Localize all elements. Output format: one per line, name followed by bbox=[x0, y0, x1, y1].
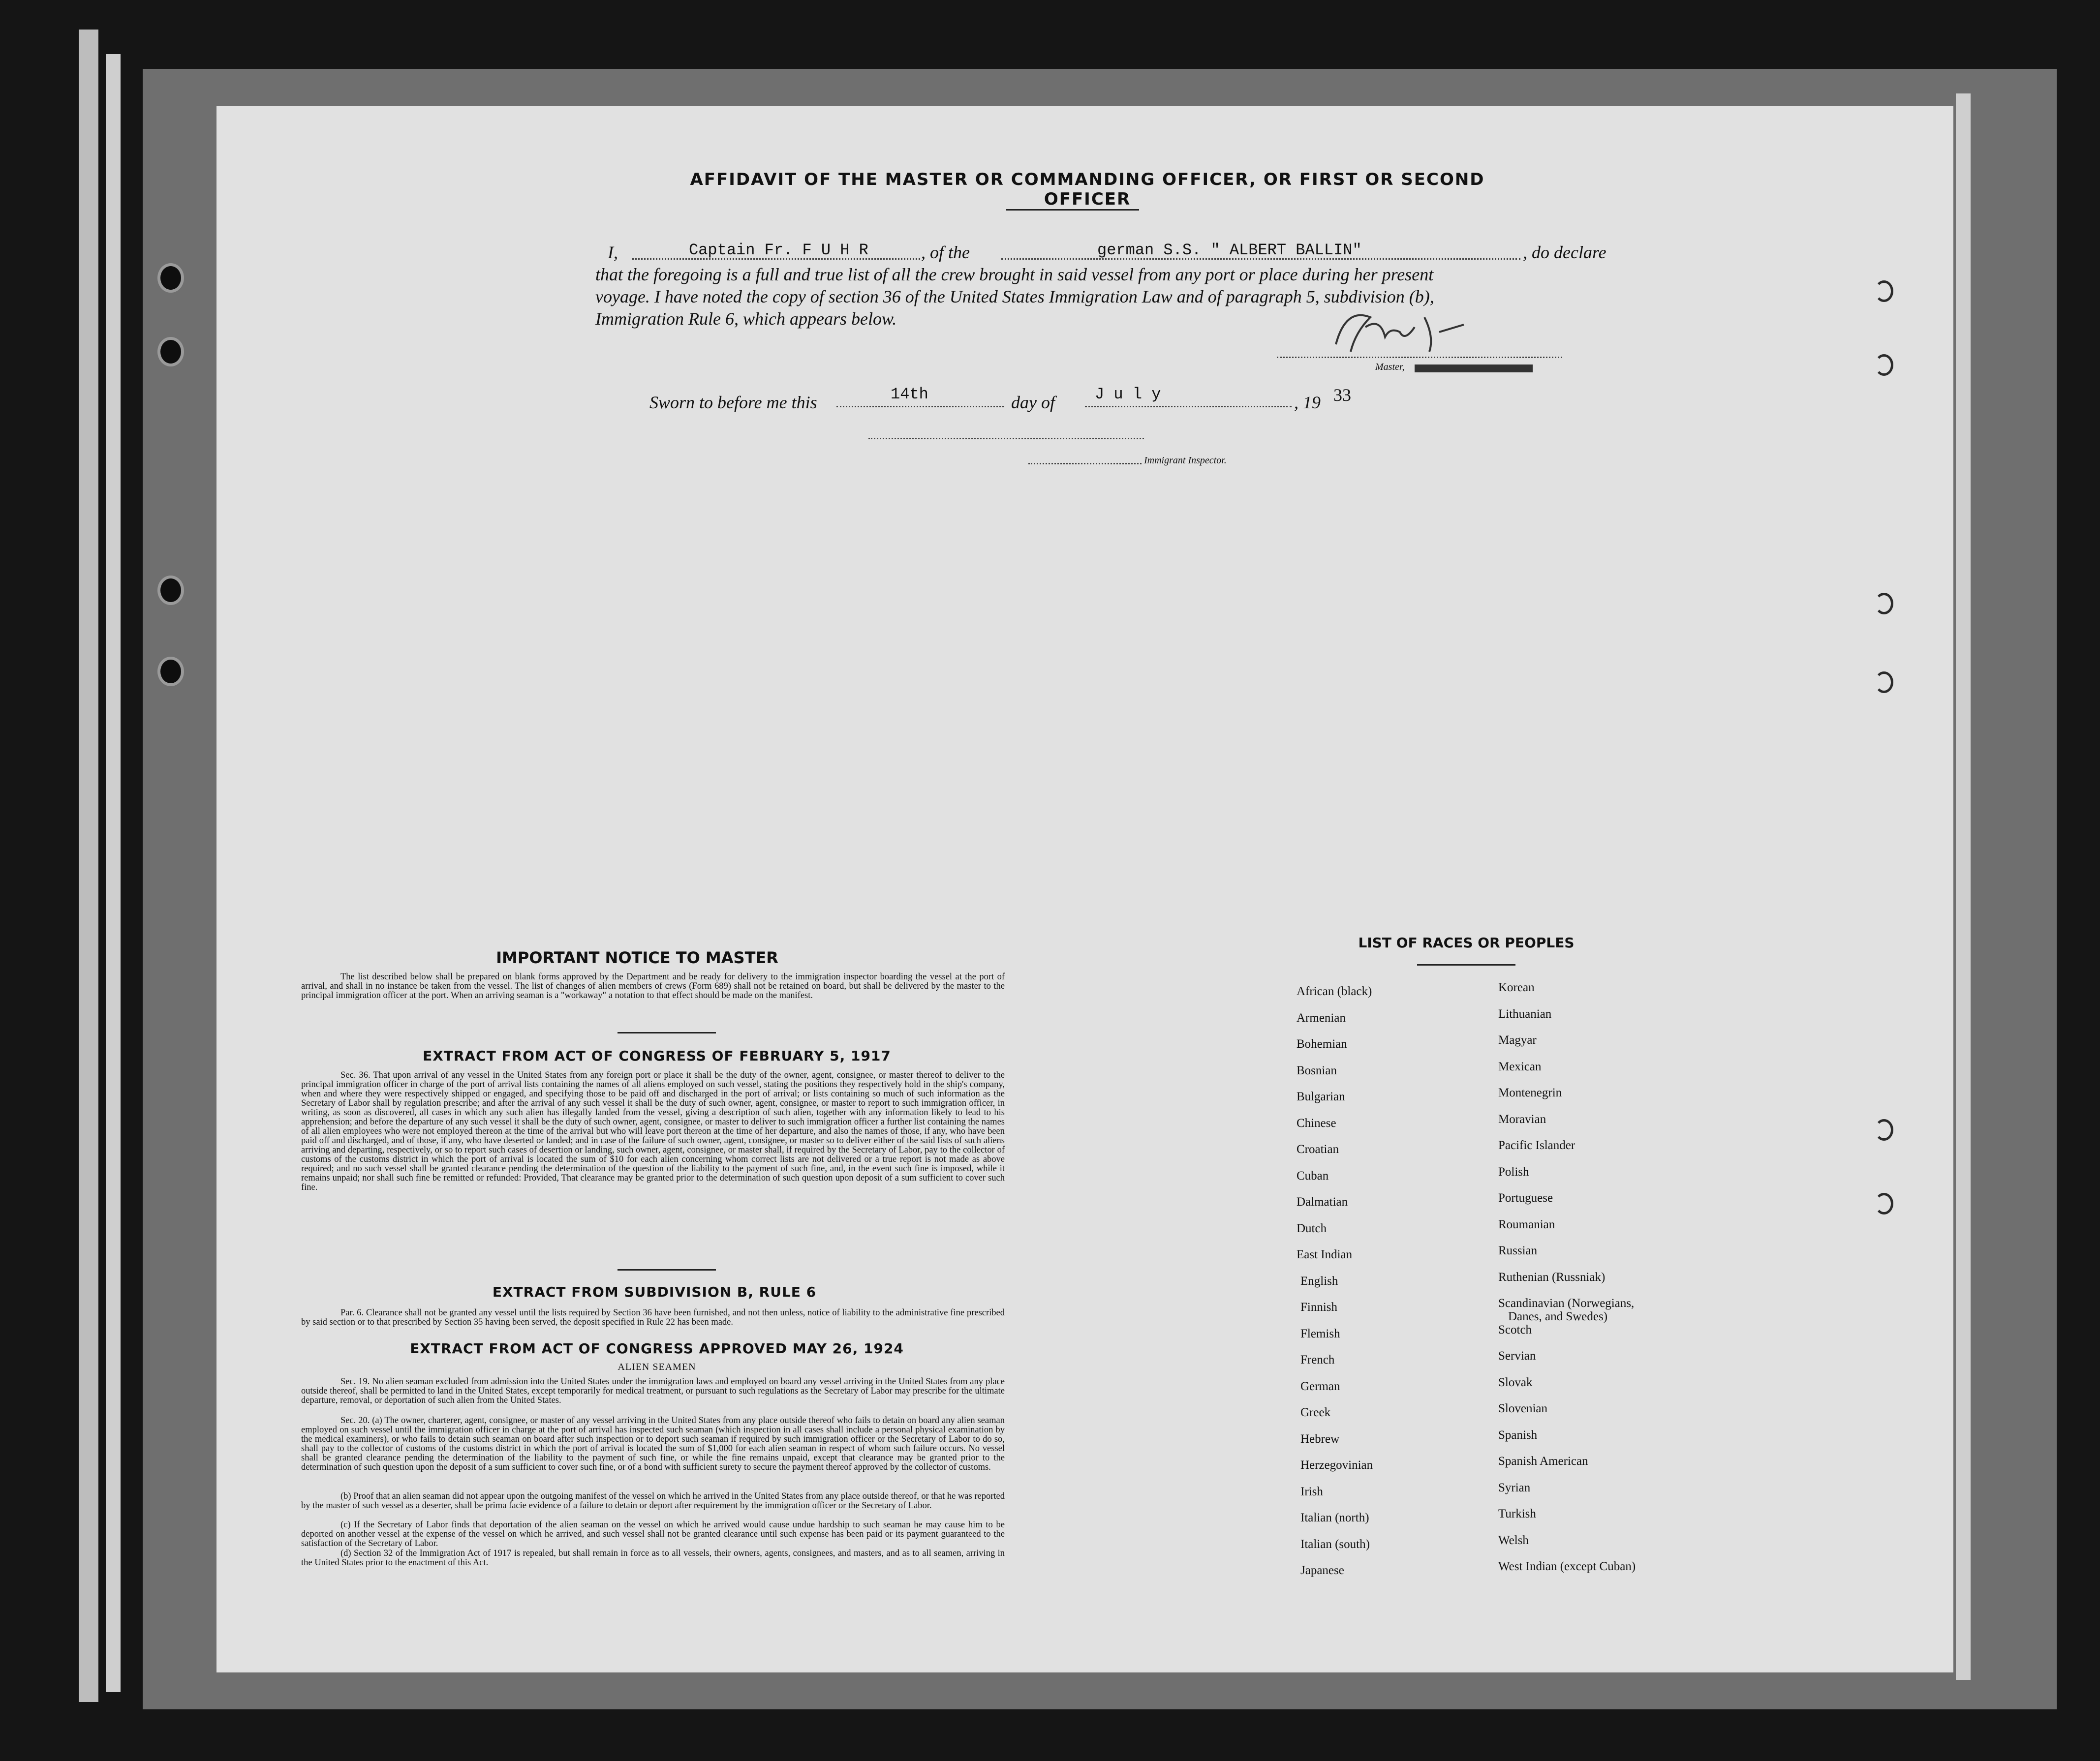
binder-hole bbox=[157, 337, 184, 366]
sec-19-text: Sec. 19. No alien seaman excluded from admission into the United States under the immigration laws and employed on board any vessel arriving in the United States from any place outside thereof, shall be permitted to land in the United States, except temporarily for medical treatment, or pursuant to such regulations as the Secretary of Labor may prescribe for the ultimate departure, removal, or deportation of such alien from the United States. bbox=[301, 1377, 1005, 1405]
inspector-line-2 bbox=[1028, 463, 1142, 464]
page-stack-edge bbox=[1956, 93, 1971, 1680]
inspector-label: Immigrant Inspector. bbox=[1144, 455, 1227, 466]
race-item: Bohemian bbox=[1297, 1037, 1347, 1051]
race-item: Servian bbox=[1498, 1349, 1536, 1363]
page-stack-edge bbox=[106, 54, 121, 1692]
race-item: Greek bbox=[1300, 1406, 1331, 1419]
affidavit-i: I, bbox=[608, 243, 618, 262]
race-item: Ruthenian (Russniak) bbox=[1498, 1270, 1606, 1284]
sec-20b-text: (b) Proof that an alien seaman did not appear upon the outgoing manifest of the vessel on which he arrived in the United States from any place outside thereof, or that he was reported by the master of such vessel as a deserter, shall be prima facie evidence of a failure to detain or deport after requirement by the immigration officer or the Secretary of Labor. bbox=[301, 1491, 1005, 1511]
race-item: Syrian bbox=[1498, 1481, 1531, 1494]
races-divider bbox=[1417, 964, 1515, 966]
race-item: Dutch bbox=[1297, 1221, 1327, 1235]
race-item: Flemish bbox=[1300, 1327, 1340, 1340]
struck-title bbox=[1415, 364, 1533, 372]
affidavit-line-4: Immigration Rule 6, which appears below. bbox=[595, 309, 897, 329]
binder-hole bbox=[1875, 671, 1893, 693]
race-item: Pacific Islander bbox=[1498, 1139, 1575, 1152]
races-heading: LIST OF RACES OR PEOPLES bbox=[1358, 935, 1575, 951]
rule-6-text: Par. 6. Clearance shall not be granted any vessel until the lists required by Section 36 have been furnished, and not then unless, notice of liability to the administrative fine prescribed by said section or to that prescribed by Section 35 having been served, the deposit specified in Rule 22 has been made. bbox=[301, 1308, 1005, 1327]
race-item: English bbox=[1300, 1274, 1338, 1288]
sec-20c-text: (c) If the Secretary of Labor finds that deportation of the alien seaman on the vessel on which he arrived would cause undue hardship to such seaman he may cause him to be deported on another vessel at the expense of the vessel on which he arrived, and such vessel shall not be granted clearance until such expense has been paid or its payment guaranteed to the satisfaction of the Secretary of Labor. bbox=[301, 1520, 1005, 1548]
of-the-label: , of the bbox=[921, 243, 970, 262]
alien-seamen-subheading: ALIEN SEAMEN bbox=[618, 1362, 696, 1372]
race-item: Herzegovinian bbox=[1300, 1458, 1373, 1472]
page-stack-edge bbox=[79, 30, 98, 1702]
race-item: Bosnian bbox=[1297, 1063, 1337, 1077]
heading-divider bbox=[1006, 209, 1139, 211]
race-item: Slovenian bbox=[1498, 1402, 1547, 1415]
race-item: Korean bbox=[1498, 981, 1535, 994]
day-line bbox=[836, 406, 1004, 407]
captain-name: Captain Fr. F U H R bbox=[689, 241, 868, 259]
race-item: Moravian bbox=[1498, 1112, 1546, 1126]
race-item: Irish bbox=[1300, 1485, 1323, 1498]
year-suffix: 33 bbox=[1333, 385, 1351, 405]
notice-heading: IMPORTANT NOTICE TO MASTER bbox=[496, 948, 778, 967]
affidavit-line-3: voyage. I have noted the copy of section 36 of the United States Immigration Law and of paragraph 5, subdivision (b), bbox=[595, 287, 1434, 306]
race-item: Spanish bbox=[1498, 1428, 1538, 1442]
race-item: Bulgarian bbox=[1297, 1090, 1345, 1103]
section-divider bbox=[618, 1032, 716, 1033]
binder-hole bbox=[1875, 280, 1893, 302]
sworn-label: Sworn to before me this bbox=[649, 393, 817, 412]
race-item: Portuguese bbox=[1498, 1191, 1553, 1205]
race-item: African (black) bbox=[1297, 985, 1372, 998]
sec-20d-text: (d) Section 32 of the Immigration Act of 1917 is repealed, but shall remain in force as to all vessels, their owners, agents, consignees, and masters, and as to all seamen, arriving in the United States prior to the enactment of this Act. bbox=[301, 1548, 1005, 1568]
day-of-label: day of bbox=[1011, 393, 1055, 412]
master-label: Master, bbox=[1375, 362, 1405, 372]
race-item: Roumanian bbox=[1498, 1217, 1555, 1231]
race-item: Finnish bbox=[1300, 1301, 1338, 1314]
affidavit-heading: AFFIDAVIT OF THE MASTER OR COMMANDING OFFICER, OR FIRST OR SECOND OFFICER bbox=[690, 170, 1485, 209]
race-item: Polish bbox=[1498, 1165, 1529, 1179]
race-item: French bbox=[1300, 1353, 1335, 1366]
race-item: Mexican bbox=[1498, 1060, 1542, 1073]
race-item: Danes, and Swedes) bbox=[1508, 1310, 1608, 1323]
race-item: West Indian (except Cuban) bbox=[1498, 1560, 1636, 1573]
race-item: Russian bbox=[1498, 1244, 1538, 1257]
race-item: Armenian bbox=[1297, 1011, 1346, 1025]
race-item: Turkish bbox=[1498, 1507, 1536, 1520]
race-item: Scandinavian (Norwegians, bbox=[1498, 1297, 1635, 1310]
master-signature bbox=[1316, 298, 1483, 366]
binder-hole bbox=[157, 657, 184, 686]
race-item: Spanish American bbox=[1498, 1455, 1588, 1468]
do-declare-label: , do declare bbox=[1523, 243, 1606, 262]
race-item: Magyar bbox=[1498, 1033, 1537, 1047]
race-item: Scotch bbox=[1498, 1323, 1532, 1336]
race-item: East Indian bbox=[1297, 1248, 1353, 1261]
binder-hole bbox=[1875, 593, 1893, 614]
binder-hole bbox=[157, 576, 184, 605]
extract-1917-heading: EXTRACT FROM ACT OF CONGRESS OF FEBRUARY 5, 1917 bbox=[423, 1048, 891, 1064]
inspector-line bbox=[868, 438, 1144, 439]
race-item: Chinese bbox=[1297, 1116, 1336, 1130]
race-item: Dalmatian bbox=[1297, 1195, 1348, 1209]
section-divider bbox=[618, 1269, 716, 1271]
race-item: Hebrew bbox=[1300, 1432, 1340, 1446]
race-item: Japanese bbox=[1300, 1564, 1344, 1577]
document-page bbox=[216, 106, 1953, 1672]
rule-6-heading: EXTRACT FROM SUBDIVISION B, RULE 6 bbox=[492, 1284, 817, 1300]
binder-hole bbox=[157, 263, 184, 293]
race-item: Montenegrin bbox=[1498, 1086, 1562, 1099]
race-item: Italian (south) bbox=[1300, 1537, 1370, 1551]
extract-1924-heading: EXTRACT FROM ACT OF CONGRESS APPROVED MAY 26, 1924 bbox=[410, 1340, 904, 1357]
extract-1917-text: Sec. 36. That upon arrival of any vessel in the United States from any foreign port or place it shall be the duty of the owner, agent, consignee, or master thereof to deliver to the principal immigration officer in charge of the port of arrival lists containing the names of all aliens employed on such vessel, stating the positions they respectively hold in the ship's company, when and where they were respectively shipped or engaged, and specifying those to be paid off and discharged in the port of arrival; or lists containing so much of such information as the Secretary of Labor shall by regulation prescribe; and after the arrival of any such vessel it shall be the duty of such owner, agent, consignee, or master to report to such immigration officer, in writing, as soon as discovered, all cases in which any such alien has illegally landed from the vessel, giving a description of such alien, together with any information likely to lead to his apprehension; and before the departure of any such vessel it shall be the duty of such owner, agent, consignee, or master to deliver to such immigration officer a further list containing the names of all alien employees who were not employed thereon at the time of the arrival but who will leave port thereon at the time of her departure, and also the names of those, if any, who have been paid off and discharged, and of those, if any, who have deserted or landed; and in case of the failure of such owner, agent, consignee, or master so to deliver either of the said lists of such aliens arriving and departing, respectively, or so to report such cases of desertion or landing, such owner, agent, consignee, or master shall, if required by the Secretary of Labor, pay to the collector of customs of the customs district in which the port of arrival is located the sum of $10 for each alien concerning whom correct lists are not delivered or a true report is not made as above required; and no such vessel shall be granted clearance pending the determination of the question of the liability to the payment of such fine, and, in the event such fine is imposed, while it remains unpaid; nor shall such fine be remitted or refunded: Provided, That clearance may be granted prior to the determination of such question upon deposit of a sum sufficient to cover such fine. bbox=[301, 1070, 1005, 1192]
sec-20-text: Sec. 20. (a) The owner, charterer, agent, consignee, or master of any vessel arriving in the United States from any place outside thereof who fails to detain on board any alien seaman employed on such vessel until the immigration officer in charge at the port of arrival has inspected such seaman (which inspection in all cases shall include a personal physical examination by the medical examiners), or who fails to detain such seaman on board after such inspection or to deport such seaman if required by such immigration officer or the Secretary of Labor to do so, shall pay to the collector of customs of the customs district in which the port of arrival is located the sum of $1,000 for each alien seaman in respect of whom such failure occurs. No vessel shall be granted clearance pending the determination of the liability to the payment of such fine, or while the fine remains unpaid, except that clearance may be granted prior to the determination of such question upon the deposit of a sum sufficient to cover such fine, or of a bond with sufficient surety to secure the payment thereof approved by the collector of customs. bbox=[301, 1416, 1005, 1472]
race-item: Slovak bbox=[1498, 1375, 1533, 1389]
race-item: Cuban bbox=[1297, 1169, 1329, 1183]
race-item: German bbox=[1300, 1379, 1340, 1393]
sworn-month: J u l y bbox=[1095, 385, 1161, 403]
binder-hole bbox=[1875, 1119, 1893, 1141]
race-item: Welsh bbox=[1498, 1533, 1529, 1547]
affidavit-line-2: that the foregoing is a full and true list of all the crew brought in said vessel from any port or place during her present bbox=[595, 265, 1434, 284]
binder-hole bbox=[1875, 1193, 1893, 1214]
year-prefix: , 19 bbox=[1294, 393, 1321, 412]
binder-hole bbox=[1875, 354, 1893, 376]
vessel-name: german S.S. " ALBERT BALLIN" bbox=[1097, 241, 1362, 259]
sworn-day: 14th bbox=[891, 385, 928, 403]
race-item: Lithuanian bbox=[1498, 1007, 1552, 1021]
race-item: Croatian bbox=[1297, 1143, 1339, 1156]
signature-line bbox=[1277, 357, 1562, 358]
notice-text: The list described below shall be prepared on blank forms approved by the Department and be ready for delivery to the immigration inspector boarding the vessel at the port of arrival, and shall in no instance be taken from the vessel. The list of changes of alien members of crews (Form 689) shall not be retained on board, but shall be delivered by the master to the principal immigration officer at the port. When an arriving seaman is a "workaway" a notation to that effect should be made on the manifest. bbox=[301, 972, 1005, 1001]
month-line bbox=[1085, 406, 1292, 407]
race-item: Italian (north) bbox=[1300, 1511, 1369, 1524]
